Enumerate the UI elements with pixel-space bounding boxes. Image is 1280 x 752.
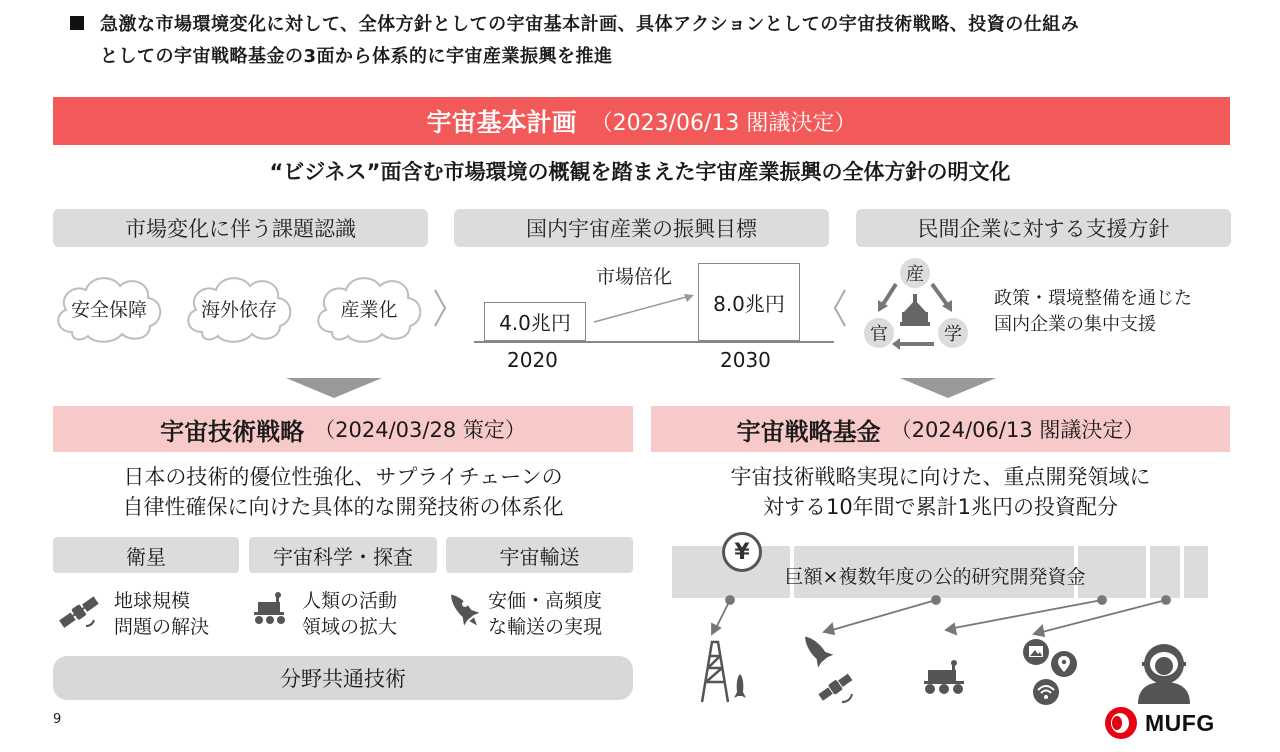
- down-arrow-icon: [900, 378, 996, 398]
- location-image-wifi-icon: [1018, 636, 1082, 712]
- satellite-icon: [56, 592, 104, 632]
- category-line-2: な輸送の実現: [488, 616, 603, 638]
- fund-segment: [1184, 546, 1208, 598]
- tech-strategy-title: 宇宙技術戦略: [160, 417, 305, 446]
- tech-desc-line-1: 日本の技術的優位性強化、サプライチェーンの: [123, 465, 563, 489]
- support-text-line-1: 政策・環境整備を通じた: [994, 288, 1192, 309]
- chevron-right-icon: [432, 288, 448, 328]
- bar-value-label: 4.0兆円: [499, 311, 571, 335]
- bullet-square-icon: [70, 16, 84, 30]
- issue-cloud-security: [50, 270, 168, 346]
- rocket-icon: [444, 588, 484, 632]
- fund-label: 巨額×複数年度の公的研究開発資金: [784, 565, 1086, 588]
- mufg-logo-text: MUFG: [1145, 709, 1215, 736]
- year-label-2030: 2030: [720, 348, 771, 372]
- category-line-1: 人類の活動: [302, 590, 398, 612]
- basic-plan-title: 宇宙基本計画: [426, 108, 577, 137]
- launch-pad-icon: [694, 638, 754, 704]
- issue-cloud-dependency: [180, 270, 298, 346]
- rocket-satellite-icon: [796, 632, 858, 706]
- tech-strategy-description: [53, 462, 633, 522]
- category-text: [488, 588, 602, 640]
- fund-desc-line-1: 宇宙技術戦略実現に向けた、重点開発領域に: [730, 465, 1151, 489]
- rover-icon: [920, 660, 972, 696]
- category-header-exploration: 宇宙科学・探査: [249, 537, 437, 573]
- category-line-2: 領域の拡大: [302, 616, 398, 638]
- issue-label: 安全保障: [70, 298, 147, 321]
- page-number: 9: [53, 712, 62, 727]
- strategy-fund-description: [651, 462, 1230, 522]
- growth-arrow-icon: [590, 290, 700, 326]
- support-header: 民間企業に対する支援方針: [856, 209, 1231, 247]
- mufg-logo: [1103, 705, 1215, 741]
- strategy-fund-date: （2024/06/13 閣議決定）: [890, 418, 1145, 442]
- issue-label: 産業化: [340, 298, 398, 321]
- issue-cloud-industrialization: [310, 270, 428, 346]
- yen-coin-icon: ¥: [722, 532, 762, 572]
- year-label-2020: 2020: [507, 348, 558, 372]
- chevron-left-icon: [832, 288, 848, 328]
- issues-header: 市場変化に伴う課題認識: [53, 209, 428, 247]
- tech-strategy-header: [53, 406, 633, 452]
- strategy-fund-title: 宇宙戦略基金: [736, 417, 881, 446]
- category-text: [302, 588, 397, 640]
- headline-line-1: 急激な市場環境変化に対して、全体方針としての宇宙基本計画、具体アクションとしての宇宙技術戦略、投資の仕組み: [100, 14, 1080, 35]
- category-line-1: 地球規模: [114, 590, 191, 612]
- rover-icon: [250, 592, 290, 628]
- market-bar-2030: [698, 263, 800, 341]
- strategy-fund-header: [651, 406, 1230, 452]
- targets-header: 国内宇宙産業の振興目標: [454, 209, 829, 247]
- baseline: [474, 341, 834, 343]
- category-line-1: 安価・高頻度: [488, 590, 603, 612]
- astronaut-icon: [1132, 640, 1196, 704]
- basic-plan-banner: [53, 97, 1230, 145]
- allocation-arrows-icon: [700, 590, 1180, 640]
- tech-desc-line-2: 自律性確保に向けた具体的な開発技術の体系化: [122, 495, 564, 519]
- market-bar-2020: [484, 302, 586, 341]
- multiplier-label: 市場倍化: [596, 266, 673, 288]
- cycle-node-academia: 学: [938, 318, 968, 348]
- category-line-2: 問題の解決: [114, 616, 210, 638]
- category-text: [114, 588, 209, 640]
- category-header-transport: 宇宙輸送: [446, 537, 633, 573]
- fund-desc-line-2: 対する10年間で累計1兆円の投資配分: [762, 495, 1119, 519]
- support-text-line-2: 国内企業の集中支援: [994, 314, 1156, 335]
- cycle-node-government: 官: [864, 318, 894, 348]
- bar-value-label: 8.0兆円: [713, 291, 785, 316]
- basic-plan-date: （2023/06/13 閣議決定）: [590, 110, 857, 136]
- cycle-node-industry: 産: [900, 258, 930, 288]
- basic-plan-statement: “ビジネス”面含む市場環境の概観を踏まえた宇宙産業振興の全体方針の明文化: [269, 160, 1011, 184]
- category-header-satellite: 衛星: [53, 537, 239, 573]
- issue-label: 海外依存: [200, 298, 277, 321]
- headline-line-2: としての宇宙戦略基金の3面から体系的に宇宙産業振興を推進: [100, 46, 613, 67]
- down-arrow-icon: [286, 378, 382, 398]
- common-technology-bar: 分野共通技術: [53, 656, 633, 700]
- mufg-logo-mark-icon: [1103, 705, 1139, 741]
- tech-strategy-date: （2024/03/28 策定）: [314, 418, 526, 442]
